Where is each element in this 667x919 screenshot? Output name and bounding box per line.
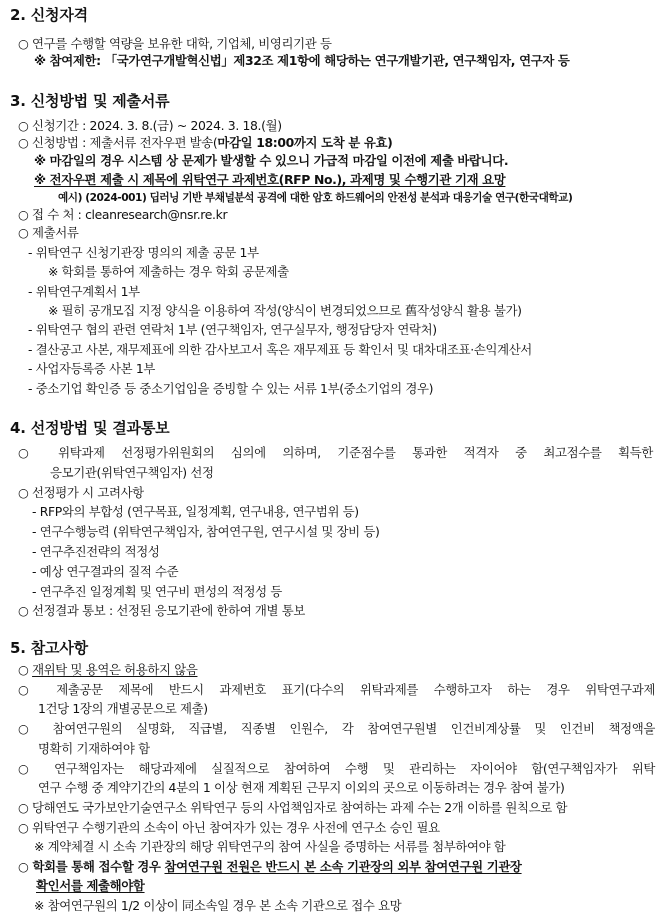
section-5-heading: 5. 참고사항 [10,639,88,657]
participation-restriction: ※ 참여제한: 「국가연구개발혁신법」제32조 제1항에 해당하는 연구개발기관, 연구책임자, 연구자 등 [34,53,570,68]
criteria-item: - RFP와의 부합성 (연구목표, 일정계획, 연구내용, 연구범위 등) [32,504,359,519]
reference-note: ※ 참여연구원의 1/2 이상이 同소속일 경우 본 소속 기관으로 접수 요망 [34,898,402,913]
result-notification: ○ 선정결과 통보 : 선정된 응모기관에 한하여 개별 통보 [18,603,306,618]
application-period: ○ 신청기간 : 2024. 3. 8.(금) ~ 2024. 3. 18.(월) [18,118,282,133]
reference-item: ○ 재위탁 및 용역은 허용하지 않음 [18,662,198,677]
no-subcontract-text: 재위탁 및 용역은 허용하지 않음 [32,662,198,677]
reference-item: ○ 당해연도 국가보안기술연구소 위탁연구 등의 사업책임자로 참여하는 과제 수는 2개 이하를 원칙으로 함 [18,800,568,815]
reference-item: ○ 위탁연구 수행기관의 소속이 아닌 참여자가 있는 경우 사전에 연구소 승인 필요 [18,820,440,835]
reference-note: ※ 계약체결 시 소속 기관장의 해당 위탁연구의 참여 사실을 증명하는 서류를 첨부하여야 함 [34,839,506,854]
application-method [18,135,667,151]
reference-item: ○ 제출공문 제목에 반드시 과제번호 표기(다수의 위탁과제를 수행하고자 하는 경우 위탁연구과제 [18,682,655,697]
criteria-item: - 연구추진전략의 적정성 [32,544,160,559]
selection-method: ○ 위탁과제 선정평가위원회의 심의에 의하며, 기준점수를 통과한 적격자 중 최고점수를 획득한 [18,445,653,460]
criteria-item: - 연구추진 일정계획 및 연구비 편성의 적정성 등 [32,584,283,599]
evaluation-criteria-label: ○ 선정평가 시 고려사항 [18,485,144,500]
eligibility-line: ○ 연구를 수행할 역량을 보유한 대학, 기업체, 비영리기관 등 [18,36,332,51]
reference-item-cont: 1건당 1장의 개별공문으로 제출) [38,701,208,716]
reference-item-cont: 명확히 기재하여야 함 [38,741,150,756]
section-4-heading: 4. 선정방법 및 결과통보 [10,419,170,437]
document-note: ※ 학회를 통하여 제출하는 경우 학회 공문제출 [48,264,289,279]
document-item: - 위탁연구 협의 관련 연락처 1부 (연구책임자, 연구실무자, 행정담당자 연락처) [28,322,437,337]
document-item: - 위탁연구계획서 1부 [28,284,140,299]
society-submission-requirement-cont: 확인서를 제출해야함 [36,878,145,893]
email-subject-example: 예시) (2024-001) 딥러닝 기반 부채널분석 공격에 대한 암호 하드웨어의 안전성 분석과 대응기술 연구(한국대학교) [58,192,573,204]
section-3-heading: 3. 신청방법 및 제출서류 [10,92,170,110]
submission-email: ○ 접 수 처 : cleanresearch@nsr.re.kr [18,207,228,222]
application-method-text: ○ 신청방법 : 제출서류 전자우편 발송( [18,135,218,150]
deadline-notice: ※ 마감일의 경우 시스템 상 문제가 발생할 수 있으니 가급적 마감일 이전에 제출 바랍니다. [34,153,509,168]
document-item: - 결산공고 사본, 재무제표에 의한 감사보고서 혹은 재무제표 등 확인서 및 대차대조표·손익계산서 [28,342,532,357]
application-deadline: 마감일 18:00까지 도착 분 유효) [217,135,393,150]
reference-item-cont: 연구 수행 중 계약기간의 4분의 1 이상 현재 계획된 근무지 이외의 곳으로 이동하려는 경우 참여 불가) [38,780,565,795]
required-documents-label: ○ 제출서류 [18,225,79,240]
society-submission-notice: ○ 학회를 통해 접수할 경우 참여연구원 전원은 반드시 본 소속 기관장의 외부 참여연구원 기관장 [18,859,522,874]
criteria-item: - 예상 연구결과의 질적 수준 [32,564,179,579]
society-submission-lead: 학회를 통해 접수할 경우 [32,859,165,874]
reference-item: ○ 연구책임자는 해당과제에 실질적으로 참여하여 수행 및 관리하는 자이어야 함(연구책임자가 위탁 [18,761,655,776]
criteria-item: - 연구수행능력 (위탁연구책임자, 참여연구원, 연구시설 및 장비 등) [32,524,380,539]
selection-method-cont: 응모기관(위탁연구책임자) 선정 [50,465,214,480]
document-item: - 중소기업 확인증 등 중소기업임을 증빙할 수 있는 서류 1부(중소기업의 경우) [28,381,434,396]
document-item: - 사업자등록증 사본 1부 [28,361,155,376]
email-subject-notice: ※ 전자우편 제출 시 제목에 위탁연구 과제번호(RFP No.), 과제명 및 수행기관 기재 요망 [34,172,506,187]
document-note: ※ 필히 공개모집 지정 양식을 이용하여 작성(양식이 변경되었으므로 舊작성양식 활용 불가) [48,303,522,318]
society-submission-requirement: 참여연구원 전원은 반드시 본 소속 기관장의 외부 참여연구원 기관장 [164,859,522,874]
reference-item: ○ 참여연구원의 실명화, 직급별, 직종별 인원수, 각 참여연구원별 인건비계상률 및 인건비 책정액을 [18,721,655,736]
document-item: - 위탁연구 신청기관장 명의의 제출 공문 1부 [28,245,259,260]
section-2-heading: 2. 신청자격 [10,6,88,24]
